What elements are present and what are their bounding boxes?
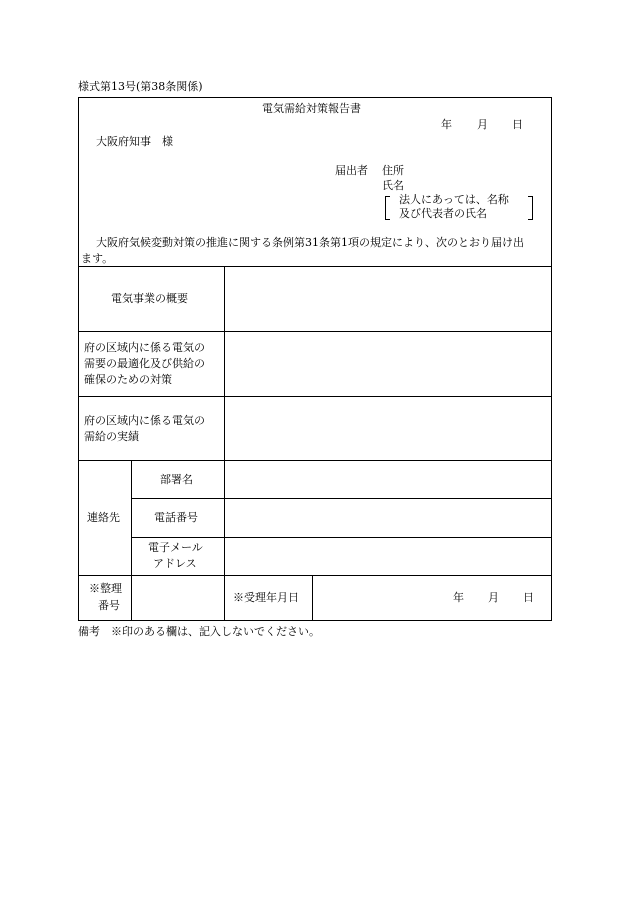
received-date-label: ※受理年月日	[233, 591, 299, 604]
row-divider	[78, 460, 551, 461]
row-divider	[131, 498, 551, 499]
row-divider	[131, 537, 551, 538]
corporate-note-bracket-right	[528, 196, 533, 220]
measures-label-line3: 確保のための対策	[84, 373, 172, 386]
date-year-label: 年	[441, 118, 452, 131]
frame-top	[78, 97, 551, 98]
contact-phone-label: 電話番号	[154, 511, 198, 524]
contact-email-label-line1: 電子メール	[148, 541, 203, 554]
frame-left	[78, 97, 79, 620]
row-divider	[78, 266, 551, 267]
measures-label-line2: 需要の最適化及び供給の	[84, 357, 205, 370]
frame-bottom	[78, 620, 552, 621]
column-divider	[224, 266, 225, 620]
received-year-label: 年	[453, 591, 464, 604]
corporate-note-line2: 及び代表者の氏名	[399, 207, 487, 220]
overview-label: 電気事業の概要	[111, 292, 188, 305]
received-day-label: 日	[523, 591, 534, 604]
results-label-line2: 需給の実績	[84, 430, 139, 443]
statement-line2: ます。	[81, 252, 114, 265]
reference-number-label-line2: 番号	[98, 599, 120, 612]
column-divider	[312, 575, 313, 620]
received-month-label: 月	[488, 591, 499, 604]
contact-department-label: 部署名	[160, 473, 193, 486]
notifier-name-label: 氏名	[382, 179, 404, 192]
reference-number-label-line1: ※整理	[89, 582, 122, 595]
corporate-note-bracket-left	[385, 196, 390, 220]
row-divider	[78, 396, 551, 397]
document-title: 電気需給対策報告書	[262, 102, 361, 115]
notifier-label: 届出者	[335, 164, 368, 177]
frame-right	[551, 97, 552, 620]
contact-email-label-line2: アドレス	[153, 557, 197, 570]
addressee: 大阪府知事 様	[96, 135, 173, 148]
statement-line1: 大阪府気候変動対策の推進に関する条例第31条第1項の規定により、次のとおり届け出	[96, 236, 524, 249]
row-divider	[78, 331, 551, 332]
row-divider	[78, 575, 551, 576]
form-number: 様式第13号(第38条関係)	[78, 80, 203, 93]
results-label-line1: 府の区域内に係る電気の	[84, 414, 205, 427]
measures-label-line1: 府の区域内に係る電気の	[84, 341, 205, 354]
corporate-note-line1: 法人にあっては、名称	[399, 193, 509, 206]
contact-label: 連絡先	[87, 511, 120, 524]
date-month-label: 月	[477, 118, 488, 131]
remarks: 備考 ※印のある欄は、記入しないでください。	[78, 625, 320, 638]
notifier-address-label: 住所	[382, 164, 404, 177]
date-day-label: 日	[512, 118, 523, 131]
column-divider	[131, 460, 132, 620]
